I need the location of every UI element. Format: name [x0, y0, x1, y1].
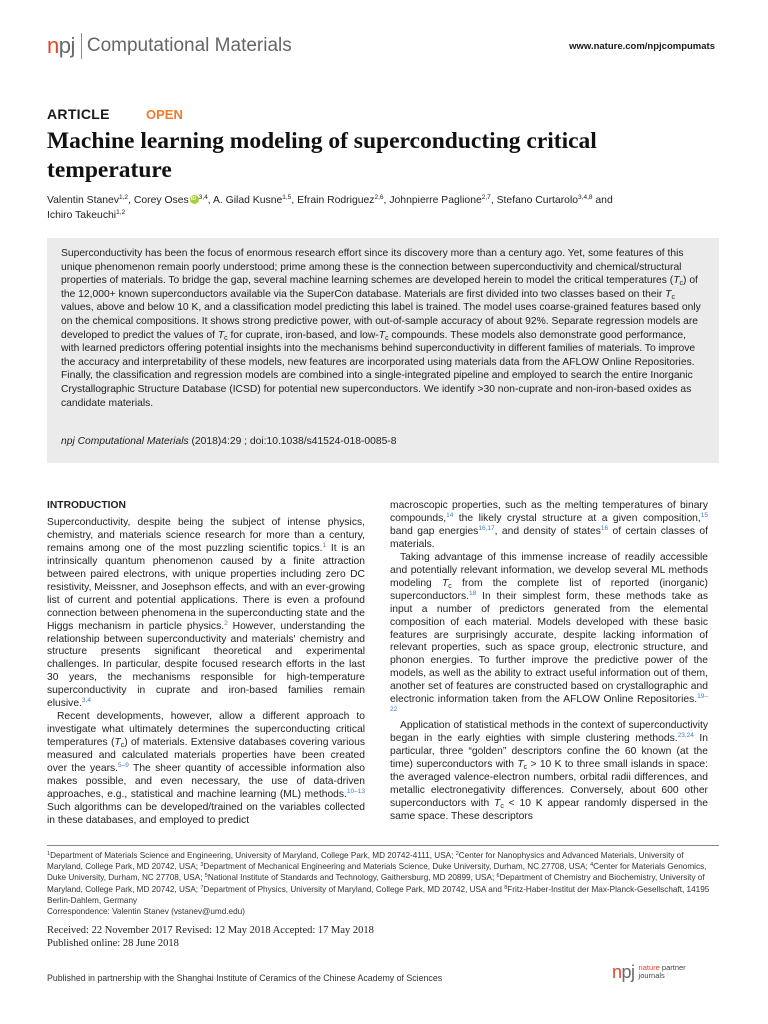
correspondence-line[interactable]: Correspondence: Valentin Stanev (vstanev@umd.edu)	[47, 907, 245, 917]
reference-link[interactable]: 16	[600, 524, 609, 532]
body-paragraph: Superconductivity, despite being the subject of intense physics, chemistry, and materials science research for more than a century, remains among one of the most puzzling scientific topics.$^1$ It is an intrinsically quantum phenomenon caused by a finite attraction between paired electrons, with unique properties including zero DC resistivity, Meissner, and Josephson effects, and with an ever-growing list of current and potential applications. There is even a profound connection between phenomena in the superconducting state and the Higgs mechanism in particle physics.$^2$ However, understanding the relationship between superconductivity and materials' chemistry and structure presents significant theoretical and experimental challenges. In particular, despite focused research efforts in the last 30 years, the mechanisms responsible for high-temperature superconductivity in cuprate and iron-based families remain elusive.$^{3,4}$	[47, 516, 365, 710]
section-heading: INTRODUCTION	[47, 500, 126, 511]
article-title: Machine learning modeling of superconducting critical temperature	[47, 128, 597, 183]
abstract-text: Superconductivity has been the focus of enormous research effort since its discovery more than a century ago. Yet, some features of this unique phenomenon remain poorly understood; prime among these is the connection between superconductivity and chemical/structural properties of materials. To bridge the gap, several machine learning schemes are developed herein to model the critical temperatures $(T_c)$ of the 12,000+ known superconductors available via the SuperCon database. Materials are first divided into two classes based on their $T_c$ values, above and below 10 K, and a classification model predicting this label is trained. The model uses coarse-grained features based only on the chemical compositions. It shows strong predictive power, with out-of-sample accuracy of about 92%. Separate regression models are developed to predict the values of $T_c$ for cuprate, iron-based, and low-$T_c$ compounds. These models also demonstrate good performance, with learned predictors offering potential insights into the mechanisms behind superconductivity in different families of materials. To improve the accuracy and interpretability of these models, new features are incorporated using materials data from the AFLOW Online Repositories. Finally, the classification and regression models are combined into a single-integrated pipeline and employed to search the entire Inorganic Crystallographic Structure Database (ICSD) for potential new superconductors. We identify >30 non-cuprate and non-iron-based oxides as candidate materials.	[61, 248, 701, 409]
author-affiliation: 2,6	[374, 194, 384, 201]
reference-link[interactable]: 16,17	[478, 524, 495, 532]
reference-link[interactable]: 5–9	[118, 762, 129, 770]
received-dates: Received: 22 November 2017 Revised: 12 May 2018 Accepted: 17 May 2018	[47, 925, 374, 936]
reference-link[interactable]: 23,24	[677, 732, 694, 740]
footer-npj-wordmark: npj	[612, 962, 635, 982]
author-name[interactable]: A. Gilad Kusne	[212, 195, 283, 206]
author-affiliation: 2,7	[481, 194, 491, 201]
reference-link[interactable]: 18	[469, 589, 477, 597]
journal-header	[47, 30, 715, 64]
affiliations-footnote: $^1$Department of Materials Science and Engineering, University of Maryland, College Park, MD 20742-4111, USA; $^2$Center for Nanophysics and Advanced Materials, University of Maryland, College Park, MD 20742, USA; $^3$Department of Mechanical Engineering and Materials Science, Duke University, Durham, NC 27708, USA; $^4$Center for Materials Genomics, Duke University, Durham, NC 27708, USA; $^5$National Institute of Standards and Technology, Gaithersburg, MD 20899, USA; $^6$Department of Chemistry and Biochemistry, University of Maryland, College Park, MD 20742, USA; $^7$Department of Physics, University of Maryland, College Park, MD 20742, USA and $^8$Fritz-Haber-Institut der Max-Planck-Gesellschaft, 14195 Berlin-Dahlem, Germany Correspondence: Valentin Stanev (vstanev@umd.edu)	[47, 851, 710, 917]
orcid-icon[interactable]	[190, 195, 199, 204]
citation-journal: npj Computational Materials	[61, 436, 189, 447]
body-paragraph: macroscopic properties, such as the melting temperatures of binary compounds,$^{14}$ the likely crystal structure at a given composition,$^{15}$ band gap energies$^{16,17}$, and density of states$^{16}$ of certain classes of materials.	[390, 500, 709, 550]
body-paragraph: Taking advantage of this immense increase of readily accessible and potentially relevant information, we develop several ML methods modeling $T_c$ from the complete list of reported (inorganic) superconductors.$^{18}$ In their simplest form, these methods take as input a number of predictors generated from the elemental composition of each material. Models developed with these basic features are surprisingly accurate, despite lacking information of relevant properties, such as space group, electronic structure, and phonon energies. To further improve the predictive power of the models, as well as the ability to extract useful information out of them, another set of features are constructed based on crystallographic and electronic information taken from the AFLOW Online Repositories.$^{19-22}$	[390, 551, 708, 714]
reference-link[interactable]: 14	[446, 511, 454, 519]
publication-dates	[47, 924, 374, 950]
open-access-badge: OPEN	[146, 107, 183, 122]
body-paragraph: Application of statistical methods in the context of superconductivity began in the early eighties with simple clustering methods.$^{23,24}$ In particular, three “golden” descriptors confine the 60 known (at the time) superconductors with $T_c > 10$ K to three small islands in space: the averaged valence-electron numbers, orbital radii differences, and metallic electronegativity differences. Conversely, about 600 other superconductors with $T_c < 10$ K appear randomly dispersed in the same space. These descriptors	[390, 720, 709, 822]
journal-name: Computational Materials	[86, 35, 292, 56]
body-paragraph: Recent developments, however, allow a different approach to investigate what ultimately determines the superconducting critical temperatures $(T_c)$ of materials. Extensive databases covering various measured and calculated materials properties have been created over the years.$^{5-9}$ The sheer quantity of accessible information also makes possible, and even necessary, the use of data-driven approaches, e.g., statistical and machine learning (ML) methods.$^{10-13}$ Such algorithms can be developed/trained on the variables collected in these databases, and employed to predict	[47, 711, 365, 826]
abstract-panel	[47, 238, 719, 463]
reference-link[interactable]: 1	[322, 541, 327, 549]
footnote-divider	[47, 845, 719, 846]
author-affiliation: 3,4,8	[578, 194, 593, 201]
reference-link[interactable]: 3,4	[81, 697, 91, 705]
reference-link[interactable]: 2	[224, 619, 228, 627]
author-list: Valentin Stanev$^{1,2}$, Corey OsesiD $^{3,4}$, A. Gilad Kusne$^{1,5}$, Efrain Rodriguez$^{2,6}$, Johnpierre Paglione$^{2,7}$, Stefano Curtarolo$^{3,4,8}$ and Ichiro Takeuchi$^{1,2}$	[47, 194, 719, 223]
author-name[interactable]: Johnpierre Paglione	[389, 195, 482, 206]
citation-doi[interactable]: (2018)4:29 ; doi:10.1038/s41524-018-0085-8	[188, 436, 397, 447]
npj-wordmark: npj	[47, 33, 75, 58]
reference-link[interactable]: 15	[700, 511, 708, 519]
logo-divider	[81, 33, 82, 59]
journal-url-link[interactable]: www.nature.com/npjcompumats	[569, 41, 715, 52]
body-column-left	[47, 500, 365, 828]
npj-logo[interactable]	[47, 30, 292, 62]
author-name[interactable]: Efrain Rodriguez	[297, 195, 375, 206]
author-name[interactable]: Corey Oses	[133, 195, 189, 206]
author-name[interactable]: Valentin Stanev	[47, 195, 120, 206]
reference-link[interactable]: 19–22	[390, 693, 708, 714]
citation-line	[61, 436, 396, 447]
author-name[interactable]: Stefano Curtarolo	[496, 195, 579, 206]
body-column-right	[390, 500, 708, 824]
article-type-label: ARTICLE	[47, 106, 110, 122]
partnership-note: Published in partnership with the Shanghai Institute of Ceramics of the Chinese Academy of Sciences	[47, 973, 443, 983]
author-affiliation: 1,2	[119, 194, 129, 201]
author-affiliation: 1,5	[282, 194, 292, 201]
reference-link[interactable]: 10–13	[346, 787, 365, 795]
author-affiliation: 1,2	[116, 208, 126, 216]
author-name[interactable]: Ichiro Takeuchi	[47, 209, 117, 221]
author-affiliation: 3,4	[198, 194, 208, 201]
nature-partner-journals-text: nature partner journals	[638, 963, 686, 980]
published-date: Published online: 28 June 2018	[47, 938, 179, 949]
npj-nature-partner-logo[interactable]	[612, 962, 686, 982]
